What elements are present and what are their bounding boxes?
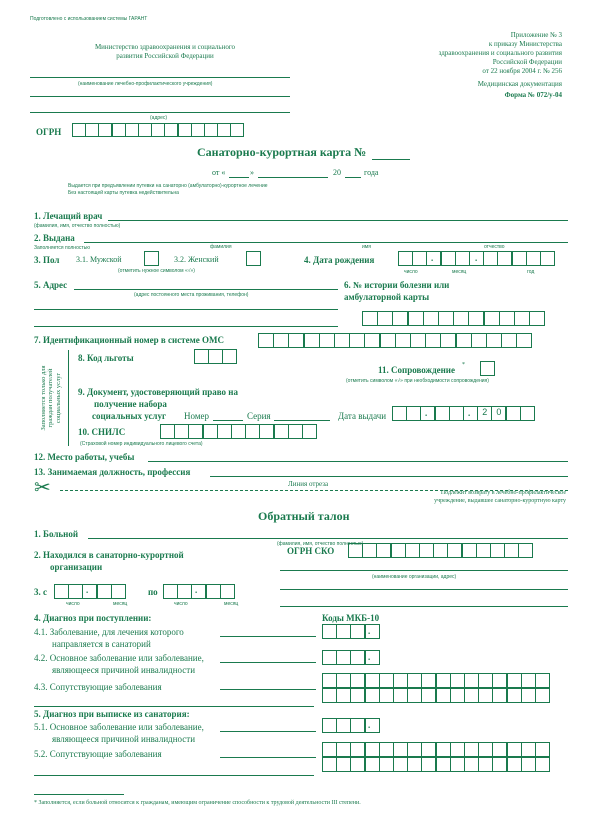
ogrn-sko-cells[interactable] — [348, 543, 533, 558]
work-label: 12. Место работы, учебы — [34, 452, 135, 462]
period-dot: . — [86, 585, 89, 595]
vertical-note-line: социальных услуг — [54, 372, 62, 424]
snils-label: 10. СНИЛС — [78, 427, 126, 437]
birth-month-caption: месяц — [452, 269, 467, 275]
history-label-2: амбулаторной карты — [344, 292, 430, 302]
card-number-line[interactable] — [372, 159, 410, 160]
d43-line[interactable] — [220, 689, 316, 690]
doc-series-line[interactable] — [274, 420, 330, 421]
appendix-line: от 22 ноября 2004 г. № 256 — [482, 67, 562, 75]
period-to-cells[interactable] — [163, 584, 234, 599]
stay-label-2: организации — [50, 562, 103, 572]
code-dot: . — [368, 626, 371, 636]
ministry-line2: развития Российской Федерации — [116, 52, 214, 60]
doc-issue-date-cells[interactable] — [392, 406, 534, 421]
birth-year-caption: год — [527, 269, 535, 275]
period-from-cells[interactable] — [54, 584, 125, 599]
talon-patient-caption: (фамилия, имя, отчество полностью) — [277, 541, 364, 547]
org-line-3[interactable] — [280, 606, 568, 607]
doc-label-2: получение набора — [94, 399, 167, 409]
d52-line[interactable] — [220, 757, 316, 758]
year-suffix: года — [364, 168, 379, 177]
snils-cells[interactable] — [160, 424, 316, 439]
appendix-line: Приложение № 3 — [510, 31, 562, 39]
sex-female-checkbox[interactable] — [246, 251, 261, 266]
home-address-line[interactable] — [74, 289, 338, 290]
period-to-label: по — [148, 587, 158, 597]
org-line-2[interactable] — [280, 589, 568, 590]
doc-number-label: Номер — [184, 411, 210, 421]
name-caption: имя — [362, 244, 371, 250]
card-title: Санаторно-курортная карта № — [197, 145, 367, 159]
institution-line-2[interactable] — [30, 96, 290, 97]
vertical-note-line: граждан получателей — [47, 368, 55, 428]
d51-label-1: 5.1. Основное заболевание или заболевание, — [34, 722, 204, 732]
period-to-month: месяц — [224, 601, 239, 607]
d41-label-2: направляется в санаторий — [52, 639, 151, 649]
icd-label: Коды МКБ-10 — [322, 613, 380, 623]
escort-label: 11. Сопровождение — [378, 365, 455, 375]
issue-date-dot: . — [425, 408, 428, 418]
form-number: Форма № 072/у-04 — [504, 91, 562, 99]
d43-line-2[interactable] — [34, 706, 314, 707]
appendix-line: здравоохранения и социального развития — [438, 49, 562, 57]
d42-label-2: являющееся причиной инвалидности — [52, 665, 196, 675]
d41-code-cells[interactable] — [322, 624, 379, 639]
scissors-icon: ✂ — [34, 477, 51, 499]
code-dot: . — [368, 652, 371, 662]
year-prefix: 20 — [333, 168, 341, 177]
social-bracket — [68, 350, 69, 446]
doctor-line[interactable] — [108, 220, 568, 221]
d42-line[interactable] — [220, 662, 316, 663]
birth-dot: . — [431, 253, 434, 263]
ogrn-label: ОГРН — [36, 127, 62, 137]
history-cells[interactable] — [362, 311, 544, 326]
doc-label-3: социальных услуг — [92, 411, 167, 421]
benefit-label: 8. Код льготы — [78, 353, 134, 363]
talon-patient-label: 1. Больной — [34, 529, 79, 539]
org-caption: (наименование организации, адрес) — [372, 574, 457, 580]
note-issue: Выдается при предъявлении путевки на санаторно (амбулаторно)-курортное лечение — [68, 183, 268, 189]
date-from: от « — [212, 168, 226, 177]
talon-patient-line[interactable] — [88, 538, 568, 539]
diag-in-label: 4. Диагноз при поступлении: — [34, 613, 152, 623]
cut-line-label: Линия отреза — [288, 480, 329, 488]
d43-code-cells-1[interactable] — [322, 673, 549, 688]
period-from-label: 3. с — [34, 587, 47, 597]
doctor-label: 1. Лечащий врач — [34, 211, 103, 221]
vertical-note-line: Заполняется только для — [40, 365, 47, 431]
ogrn-cells[interactable] — [72, 123, 244, 137]
birth-label: 4. Дата рождения — [304, 255, 375, 265]
birth-dot: . — [475, 253, 478, 263]
home-address-caption: (адрес постоянного места проживания, телефон) — [134, 292, 249, 298]
position-label: 13. Занимаемая должность, профессия — [34, 467, 191, 477]
ministry-line1: Министерство здравоохранения и социального — [94, 43, 236, 51]
date-day-line[interactable] — [229, 177, 249, 178]
sex-male-checkbox[interactable] — [144, 251, 159, 266]
d43-label: 4.3. Сопутствующие заболевания — [34, 682, 162, 692]
appendix-line: к приказу Министерства — [488, 40, 562, 48]
snils-caption: (Страховой номер индивидуального лицевого счета) — [80, 441, 203, 447]
sex-label: 3. Пол — [34, 255, 60, 265]
escort-star: * — [462, 362, 465, 368]
medical-doc-label: Медицинская документация — [477, 80, 562, 88]
doc-series-label: Серия — [247, 411, 271, 421]
stay-label-1: 2. Находился в санаторно-курортной — [34, 550, 184, 560]
garant-note: Подготовлено с использованием системы ГАРАНТ — [30, 16, 148, 22]
benefit-cells[interactable] — [194, 349, 237, 364]
d52-label: 5.2. Сопутствующие заболевания — [34, 749, 162, 759]
note-invalid: Без настоящей карты путевка недействительна — [68, 190, 179, 196]
sex-female-label: 3.2. Женский — [174, 255, 219, 264]
patronymic-caption: отчество — [484, 244, 505, 250]
sex-note: (отметить нужное символом «√») — [118, 268, 195, 274]
d42-label-1: 4.2. Основное заболевание или заболевание, — [34, 653, 204, 663]
oms-label: 7. Идентификационный номер в системе ОМС — [34, 335, 224, 345]
sex-male-label: 3.1. Мужской — [76, 255, 122, 264]
social-vertical-note — [40, 350, 62, 446]
home-address-line-2[interactable] — [34, 309, 338, 310]
work-line[interactable] — [148, 461, 568, 462]
position-line[interactable] — [210, 476, 568, 477]
d41-line[interactable] — [220, 636, 316, 637]
ogrn-sko-label: ОГРН СКО — [287, 546, 335, 556]
date-mid: » — [250, 168, 254, 177]
code-dot: . — [368, 720, 371, 730]
issue-date-dot: . — [468, 408, 471, 418]
institution-line[interactable] — [30, 77, 290, 78]
escort-checkbox[interactable] — [480, 361, 495, 376]
date-month-line[interactable] — [258, 177, 328, 178]
address-line[interactable] — [30, 112, 290, 113]
return-note-1: Подлежит возврату в лечебно-профилактическое — [440, 490, 566, 496]
year-digit: 0 — [491, 406, 506, 421]
d52-code-cells-1[interactable] — [322, 742, 549, 757]
surname-caption: фамилия — [210, 244, 232, 250]
doc-number-line[interactable] — [213, 420, 243, 421]
period-from-month: месяц — [113, 601, 128, 607]
period-dot: . — [195, 585, 198, 595]
year-digit: 2 — [477, 406, 492, 421]
appendix-line: Российской Федерации — [492, 58, 562, 66]
issued-label: 2. Выдана — [34, 233, 75, 243]
address-caption: (адрес) — [150, 115, 168, 121]
footnote-rule — [34, 794, 124, 795]
issued-note: Заполняется полностью — [34, 245, 90, 251]
d41-label-1: 4.1. Заболевание, для лечения которого — [34, 627, 184, 637]
d52-line-2[interactable] — [34, 775, 314, 776]
history-label-1: 6. № истории болезни или — [344, 280, 450, 290]
doctor-caption: (фамилия, имя, отчество полностью) — [34, 223, 121, 229]
d52-code-cells-2[interactable] — [322, 757, 549, 772]
home-address-line-3[interactable] — [34, 326, 338, 327]
d51-code-cells[interactable] — [322, 718, 379, 733]
oms-cells[interactable] — [258, 333, 532, 348]
birth-day-caption: число — [404, 269, 418, 275]
diag-out-label: 5. Диагноз при выписке из санатория: — [34, 709, 190, 719]
period-from-day: число — [66, 601, 80, 607]
period-to-day: число — [174, 601, 188, 607]
footnote: * Заполняется, если больной относится к гражданам, имеющим ограничение способности к трудовой деятельности III степени. — [34, 800, 361, 806]
d51-line[interactable] — [220, 731, 316, 732]
year-line[interactable] — [345, 177, 361, 178]
d43-code-cells-2[interactable] — [322, 688, 549, 703]
escort-note: (отметить символом «√» при необходимости сопровождения) — [346, 378, 489, 384]
d51-label-2: являющееся причиной инвалидности — [52, 734, 196, 744]
talon-title: Обратный талон — [258, 509, 350, 523]
d42-code-cells[interactable] — [322, 650, 379, 665]
doc-issue-date-label: Дата выдачи — [338, 411, 387, 421]
issued-line[interactable] — [84, 242, 568, 243]
doc-label-1: 9. Документ, удостоверяющий право на — [78, 387, 238, 397]
institution-caption: (наименование лечебно-профилактического учреждения) — [78, 81, 213, 87]
org-line[interactable] — [280, 570, 568, 571]
return-note-2: учреждение, выдавшее санаторно-курортную карту — [434, 498, 566, 504]
address-label: 5. Адрес — [34, 280, 68, 290]
